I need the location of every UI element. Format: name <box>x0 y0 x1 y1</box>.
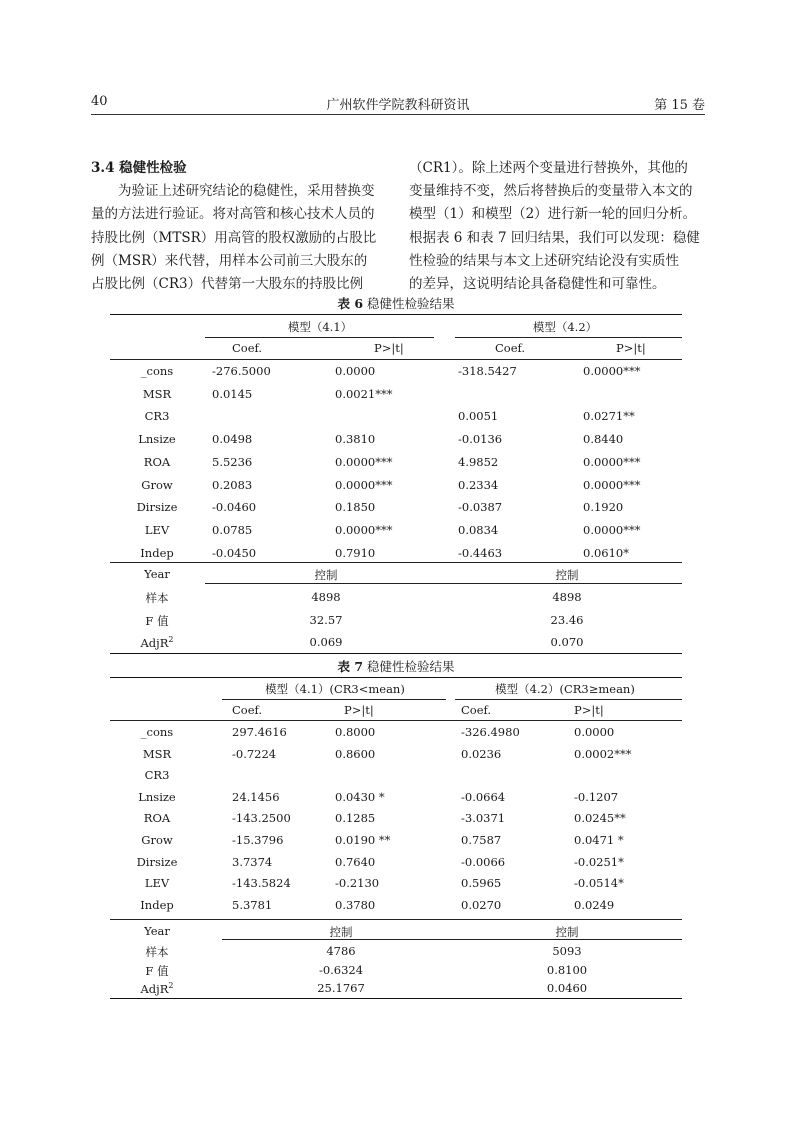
table-cell: 0.0021*** <box>335 386 393 401</box>
text-line: 量的方法进行验证。将对高管和核心技术人员的 <box>91 206 375 223</box>
row-label: AdjR$^2$ <box>140 635 174 650</box>
table-cell: -3.0371 <box>461 811 506 826</box>
table-rule <box>110 998 682 999</box>
table-cell: -0.0387 <box>458 500 503 515</box>
table-cell: 控制 <box>314 568 338 582</box>
table-rule <box>110 720 682 721</box>
table-cell: 0.7640 <box>335 854 376 869</box>
right-column <box>409 157 705 296</box>
table-cell: 0.0190 ** <box>335 833 391 847</box>
table-cell: -0.2130 <box>335 876 380 891</box>
table-rule <box>205 583 682 584</box>
row-label: LEV <box>144 876 170 891</box>
table-cell: 0.8440 <box>583 432 624 447</box>
table-rule <box>455 337 682 338</box>
row-label: _cons <box>140 725 174 739</box>
table-cell: 控制 <box>555 568 579 582</box>
text-line: 占股比例（CR3）代替第一大股东的持股比例 <box>91 276 364 293</box>
table-cell: 0.8000 <box>335 725 376 739</box>
table-rule <box>110 562 682 563</box>
table-cell: -0.0514* <box>574 876 624 891</box>
table-cell: 0.0000*** <box>335 454 393 469</box>
table-cell: 0.0000*** <box>335 477 393 492</box>
table-cell: 0.1285 <box>335 811 376 826</box>
table-cell: -0.4463 <box>458 545 503 560</box>
table-cell: 0.8100 <box>546 963 588 977</box>
table-7-caption: 表 7 稳健性检验结果 <box>337 659 455 674</box>
row-label: 样本 <box>145 591 169 605</box>
table-cell: 4.9852 <box>458 454 499 469</box>
text-line: 例（MSR）来代替，用样本公司前三大股东的 <box>91 252 368 269</box>
row-label: ROA <box>143 811 171 826</box>
row-label: Year <box>144 924 170 938</box>
model-header: 模型（4.1）(CR3<mean) <box>265 682 405 696</box>
table-rule <box>455 699 682 700</box>
table-cell: 0.0002*** <box>574 746 632 761</box>
table-cell: 0.0145 <box>212 386 253 401</box>
table-rule <box>110 677 682 678</box>
table-cell: 0.0000*** <box>583 454 641 469</box>
row-label: Dirsize <box>136 500 178 515</box>
row-label: Indep <box>140 897 174 912</box>
table-cell: -15.3796 <box>232 833 284 847</box>
model-header: 模型（4.1） <box>287 320 353 334</box>
table-cell: 0.0785 <box>212 522 253 537</box>
row-label: LEV <box>144 522 170 537</box>
table-rule <box>222 939 682 940</box>
model-header: 模型（4.2）(CR3≥mean) <box>495 682 635 696</box>
table-cell: 0.7910 <box>335 545 376 560</box>
text-line: （CR1）。除上述两个变量进行替换外，其他的 <box>409 160 688 176</box>
col-header: P>|t| <box>616 341 646 355</box>
table-cell: 0.0000*** <box>583 522 641 537</box>
row-label: Indep <box>140 545 174 560</box>
table-cell: 0.0051 <box>458 409 499 424</box>
section-title: 3.4 稳健性检验 <box>91 160 187 176</box>
table-cell: -0.0066 <box>461 854 506 869</box>
volume-label: 第 15 卷 <box>654 98 705 113</box>
left-column <box>91 157 386 296</box>
row-label: CR3 <box>144 768 170 783</box>
table-cell: 控制 <box>555 925 579 939</box>
table-cell: 0.0236 <box>461 746 502 761</box>
table-cell: 5093 <box>552 944 582 958</box>
row-label: Lnsize <box>138 432 176 447</box>
table-cell: 0.1920 <box>583 500 624 515</box>
row-label: Grow <box>141 833 173 847</box>
model-header: 模型（4.2） <box>532 320 598 334</box>
table-cell: 0.0471 * <box>574 833 624 847</box>
text-line: 为验证上述研究结论的稳健性，采用替换变 <box>118 183 375 200</box>
page-number: 40 <box>91 94 108 109</box>
table-rule <box>205 337 434 338</box>
table-cell: 4786 <box>326 944 356 958</box>
row-label: Grow <box>141 477 173 492</box>
journal-title: 广州软件学院教科研资讯 <box>326 98 470 113</box>
table-cell: 3.7374 <box>232 854 273 869</box>
table-cell: 0.0245** <box>574 811 626 826</box>
table-cell: 0.0834 <box>458 522 499 537</box>
table-cell: 0.3780 <box>335 897 376 912</box>
row-label: Year <box>144 567 170 581</box>
table-cell: 0.0000 <box>574 725 615 739</box>
col-header: P>|t| <box>344 703 374 717</box>
row-label: ROA <box>143 454 171 469</box>
table-cell: 0.1850 <box>335 500 376 515</box>
col-header: Coef. <box>232 341 263 355</box>
table-cell: 0.7587 <box>461 833 502 847</box>
table-cell: -0.0136 <box>458 432 503 447</box>
table-cell: 23.46 <box>550 613 584 627</box>
row-label: MSR <box>142 746 172 761</box>
table-cell: -0.7224 <box>232 746 277 761</box>
table-cell: 4898 <box>311 590 341 604</box>
table-cell: 0.0000*** <box>583 364 641 378</box>
table-cell: -0.0664 <box>461 789 506 804</box>
table-cell: 控制 <box>329 925 353 939</box>
table-cell: 0.0249 <box>574 897 615 912</box>
row-label: F 值 <box>145 964 169 978</box>
row-label: 样本 <box>145 945 169 959</box>
table-cell: -318.5427 <box>458 364 517 378</box>
table-rule <box>110 359 682 360</box>
table-cell: 0.8600 <box>335 746 376 761</box>
table-cell: 0.0270 <box>461 897 502 912</box>
col-header: Coef. <box>232 703 263 717</box>
table-cell: -0.1207 <box>574 789 619 804</box>
col-header: P>|t| <box>574 703 604 717</box>
table-cell: 0.070 <box>550 635 584 649</box>
table-6-caption: 表 6 稳健性检验结果 <box>337 296 455 311</box>
table-cell: 0.0460 <box>546 981 588 995</box>
table-cell: -0.0450 <box>212 545 257 560</box>
table-cell: -0.6324 <box>318 963 364 977</box>
row-label: F 值 <box>145 614 169 628</box>
table-rule <box>222 699 446 700</box>
table-cell: 0.0610* <box>583 545 629 560</box>
text-line: 持股比例（MTSR）用高管的股权激励的占股比 <box>91 229 377 246</box>
header-rule <box>91 114 705 115</box>
table-cell: -326.4980 <box>461 725 520 739</box>
table-cell: -276.5000 <box>212 364 271 378</box>
table-cell: 24.1456 <box>232 789 280 804</box>
table-cell: -0.0251* <box>574 854 624 869</box>
row-label: MSR <box>142 386 172 401</box>
text-line: 的差异，这说明结论具备稳健性和可靠性。 <box>409 276 666 293</box>
table-rule <box>110 919 682 920</box>
table-cell: 0.0000 <box>335 364 376 378</box>
col-header: Coef. <box>461 703 492 717</box>
table-cell: 0.3810 <box>335 432 376 447</box>
table-cell: 0.2334 <box>458 477 499 492</box>
row-label: Lnsize <box>138 789 176 804</box>
row-label: CR3 <box>144 409 170 424</box>
table-cell: 5.5236 <box>212 454 253 469</box>
table-rule <box>110 314 682 315</box>
table-cell: 25.1767 <box>317 981 365 995</box>
table-cell: -143.5824 <box>232 876 291 891</box>
page-header <box>91 94 705 114</box>
table-cell: -0.0460 <box>212 500 257 515</box>
col-header: P>|t| <box>374 341 404 355</box>
table-cell: 297.4616 <box>232 725 287 739</box>
table-cell: 4898 <box>552 590 582 604</box>
table-rule <box>110 653 682 654</box>
table-cell: 0.0000*** <box>335 522 393 537</box>
text-line: 模型（1）和模型（2）进行新一轮的回归分析。 <box>409 206 697 223</box>
text-line: 变量维持不变，然后将替换后的变量带入本文的 <box>409 183 693 200</box>
row-label: AdjR$^2$ <box>140 981 174 996</box>
col-header: Coef. <box>495 341 526 355</box>
table-cell: 0.5965 <box>461 876 502 891</box>
table-cell: -143.2500 <box>232 811 291 826</box>
table-cell: 0.0498 <box>212 432 253 447</box>
table-cell: 0.069 <box>309 635 343 649</box>
table-cell: 0.2083 <box>212 477 253 492</box>
text-line: 根据表 6 和表 7 回归结果，我们可以发现：稳健 <box>409 229 700 246</box>
table-cell: 0.0430 * <box>335 789 385 804</box>
row-label: _cons <box>140 364 174 378</box>
row-label: Dirsize <box>136 854 178 869</box>
text-line: 性检验的结果与本文上述研究结论没有实质性 <box>409 252 679 269</box>
table-cell: 32.57 <box>309 613 343 627</box>
table-cell: 5.3781 <box>232 897 273 912</box>
table-cell: 0.0000*** <box>583 477 641 492</box>
table-cell: 0.0271** <box>583 409 635 424</box>
